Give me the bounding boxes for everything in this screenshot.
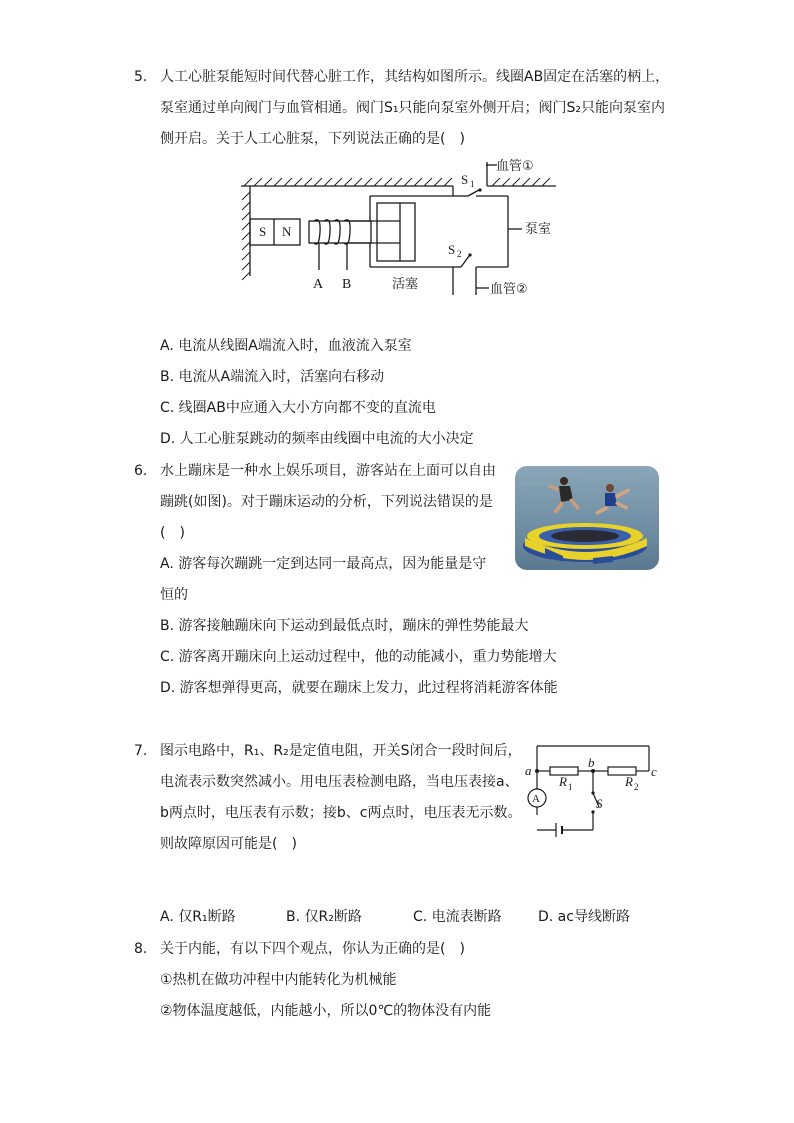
question-8-statement-2: ②物体温度越低，内能越小，所以0℃的物体没有内能 — [160, 1003, 492, 1019]
question-8-line-1: 关于内能，有以下四个观点，你认为正确的是( ) — [160, 941, 465, 957]
question-7-line-1: 图示电路中，R₁、R₂是定值电阻，开关S闭合一段时间后， — [160, 743, 522, 759]
question-6-option-b[interactable]: B. 游客接触蹦床向下运动到最低点时，蹦床的弹性势能最大 — [160, 618, 529, 634]
question-6-number: 6. — [134, 463, 148, 479]
question-5-line-1: 人工心脏泵能短时间代替心脏工作，其结构如图所示。线圈AB固定在活塞的柄上， — [160, 69, 670, 85]
ammeter-label: A — [532, 793, 540, 805]
magnet-n-label: N — [282, 224, 292, 239]
question-6-option-d[interactable]: D. 游客想弹得更高，就要在蹦床上发力，此过程将消耗游客体能 — [160, 680, 558, 696]
r2-subscript: 2 — [634, 782, 639, 792]
question-7-option-d[interactable]: D. ac导线断路 — [538, 909, 630, 925]
question-5-number: 5. — [134, 69, 148, 85]
question-6-option-c[interactable]: C. 游客离开蹦床向上运动过程中，他的动能减小，重力势能增大 — [160, 649, 557, 665]
question-8-number: 8. — [134, 941, 148, 957]
coil-a-label: A — [313, 277, 324, 292]
magnet-s-label: S — [259, 224, 267, 239]
question-5-line-2: 泵室通过单向阀门与血管相通。阀门S₁只能向泵室外侧开启；阀门S₂只能向泵室内 — [160, 100, 665, 116]
question-7-option-c[interactable]: C. 电流表断路 — [413, 909, 502, 925]
piston-label: 活塞 — [392, 277, 419, 292]
question-6-line-3: ( ) — [160, 525, 185, 541]
valve-2-label: S — [448, 242, 456, 257]
question-7-number: 7. — [134, 743, 148, 759]
question-5-option-a[interactable]: A. 电流从线圈A端流入时，血液流入泵室 — [160, 338, 412, 354]
question-5-option-c[interactable]: C. 线圈AB中应通入大小方向都不变的直流电 — [160, 400, 436, 416]
question-6-option-a[interactable]: A. 游客每次蹦跳一定到达同一最高点，因为能量是守 — [160, 556, 487, 572]
question-7-line-3: b两点时，电压表有示数；接b、c两点时，电压表无示数。 — [160, 805, 522, 821]
question-7-line-2: 电流表示数突然减小。用电压表检测电路，当电压表接a、 — [160, 774, 519, 790]
vessel-2-label: 血管② — [490, 282, 528, 297]
question-5-option-d[interactable]: D. 人工心脏泵跳动的频率由线圈中电流的大小决定 — [160, 431, 474, 447]
valve-1-label: S — [461, 172, 469, 187]
node-c-label: c — [651, 764, 657, 779]
r2-label: R — [625, 774, 633, 789]
question-5-option-b[interactable]: B. 电流从A端流入时，活塞向右移动 — [160, 369, 385, 385]
question-8-statement-1: ①热机在做功冲程中内能转化为机械能 — [160, 972, 397, 988]
r1-label: R — [559, 774, 567, 789]
question-7-line-4: 则故障原因可能是( ) — [160, 836, 297, 852]
valve-1-subscript: 1 — [470, 179, 475, 189]
question-7-option-a[interactable]: A. 仅R₁断路 — [160, 909, 236, 925]
coil-b-label: B — [342, 277, 352, 292]
question-7-option-b[interactable]: B. 仅R₂断路 — [286, 909, 362, 925]
vessel-1-label: 血管① — [496, 159, 534, 174]
r1-subscript: 1 — [568, 782, 573, 792]
chamber-label: 泵室 — [525, 222, 552, 237]
valve-2-subscript: 2 — [457, 249, 462, 259]
node-a-label: a — [525, 763, 532, 778]
node-b-label: b — [588, 755, 595, 770]
question-6-line-2: 蹦跳(如图)。对于蹦床运动的分析，下列说法错误的是 — [160, 494, 493, 510]
question-5-line-3: 侧开启。关于人工心脏泵，下列说法正确的是( ) — [160, 131, 465, 147]
question-6-option-a-continued: 恒的 — [160, 587, 188, 603]
switch-label: S — [596, 796, 603, 811]
question-6-line-1: 水上蹦床是一种水上娱乐项目，游客站在上面可以自由 — [160, 463, 496, 479]
